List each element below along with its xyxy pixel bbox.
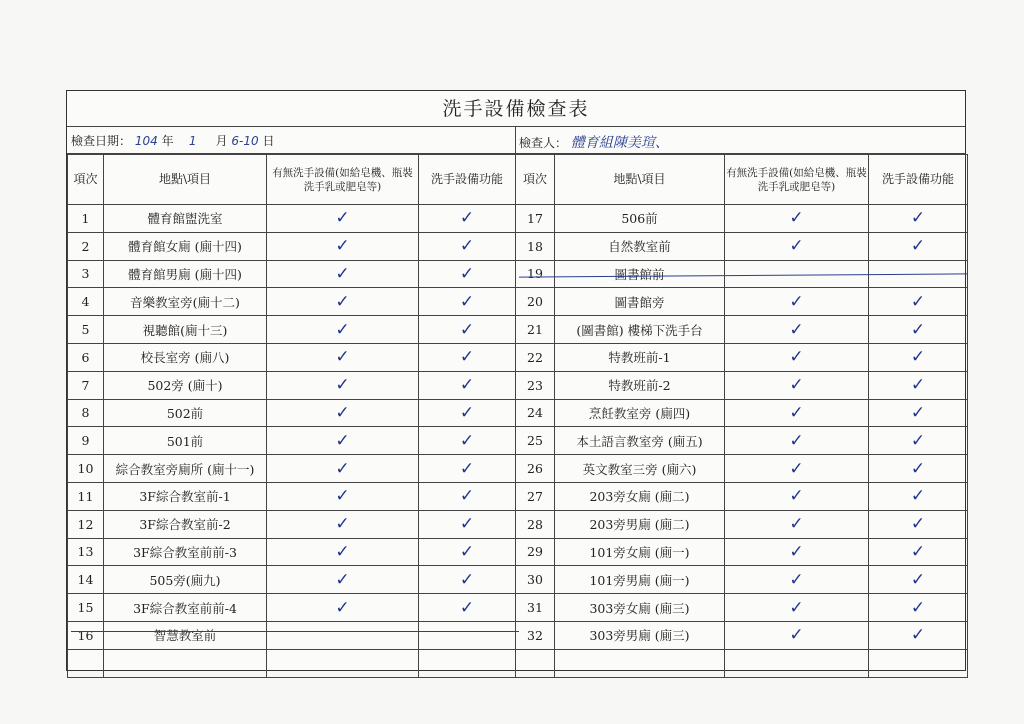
function-check: [419, 621, 516, 649]
equipment-check: ✓: [267, 371, 419, 399]
row-location: 體育館女廁 (廁十四): [104, 232, 267, 260]
function-check: ✓: [869, 371, 968, 399]
header-location: 地點\項目: [104, 155, 267, 205]
row-no: 8: [68, 399, 104, 427]
equipment-check: ✓: [725, 594, 869, 622]
row-location: [104, 649, 267, 677]
function-check: ✓: [869, 455, 968, 483]
equipment-check: ✓: [725, 538, 869, 566]
function-check: ✓: [419, 427, 516, 455]
function-check: ✓: [869, 288, 968, 316]
function-check: ✓: [419, 232, 516, 260]
table-row: [68, 343, 968, 371]
row-no: 7: [68, 371, 104, 399]
row-no: 1: [68, 205, 104, 233]
equipment-check: ✓: [725, 566, 869, 594]
function-check: ✓: [869, 399, 968, 427]
row-location: 101旁女廁 (廁一): [555, 538, 725, 566]
equipment-check: ✓: [725, 343, 869, 371]
date-label: 檢查日期：: [71, 134, 132, 148]
row-no: 24: [516, 399, 555, 427]
equipment-check: ✓: [725, 482, 869, 510]
inspection-form: [66, 90, 966, 671]
row-location: 綜合教室旁廁所 (廁十一): [104, 455, 267, 483]
row-no: 19: [516, 260, 555, 288]
row-no: 12: [68, 510, 104, 538]
row-location: [555, 649, 725, 677]
row-location: 303旁女廁 (廁三): [555, 594, 725, 622]
equipment-check: ✓: [725, 427, 869, 455]
row-location: 圖書館前: [555, 260, 725, 288]
row-no: 25: [516, 427, 555, 455]
function-check: ✓: [419, 594, 516, 622]
function-check: ✓: [869, 594, 968, 622]
row-location: 視聽館(廁十三): [104, 316, 267, 344]
equipment-check: ✓: [267, 594, 419, 622]
row-no: 14: [68, 566, 104, 594]
row-location: 203旁男廁 (廁二): [555, 510, 725, 538]
row-no: 15: [68, 594, 104, 622]
function-check: ✓: [419, 205, 516, 233]
row-no: 3: [68, 260, 104, 288]
row-no: 28: [516, 510, 555, 538]
function-check: ✓: [419, 260, 516, 288]
function-check: ✓: [869, 205, 968, 233]
header-equipment: 有無洗手設備(如給皂機、瓶裝洗手乳或肥皂等): [725, 155, 869, 205]
equipment-check: ✓: [267, 455, 419, 483]
equipment-check: ✓: [725, 232, 869, 260]
date-month: 1: [188, 134, 197, 148]
row-location: 3F綜合教室前-1: [104, 482, 267, 510]
row-no: 32: [516, 621, 555, 649]
row-no: 2: [68, 232, 104, 260]
row-location: 3F綜合教室前前-4: [104, 594, 267, 622]
inspection-grid: [67, 154, 965, 678]
table-row: [68, 482, 968, 510]
day-label: 日: [262, 134, 275, 148]
row-location: 圖書館旁: [555, 288, 725, 316]
row-no: 31: [516, 594, 555, 622]
row-no: 16: [68, 621, 104, 649]
equipment-check: ✓: [267, 427, 419, 455]
row-location: 本土語言教室旁 (廁五): [555, 427, 725, 455]
function-check: ✓: [419, 455, 516, 483]
row-location: 203旁女廁 (廁二): [555, 482, 725, 510]
row-no: 18: [516, 232, 555, 260]
date-year: 104: [134, 134, 158, 148]
equipment-check: ✓: [267, 510, 419, 538]
year-label: 年: [161, 134, 174, 148]
equipment-check: [267, 621, 419, 649]
table-row: [68, 427, 968, 455]
equipment-check: ✓: [267, 482, 419, 510]
row-location: 智慧教室前: [104, 621, 267, 649]
header-function: 洗手設備功能: [419, 155, 516, 205]
equipment-check: ✓: [725, 510, 869, 538]
row-no: 26: [516, 455, 555, 483]
row-no: 9: [68, 427, 104, 455]
function-check: ✓: [869, 538, 968, 566]
function-check: ✓: [419, 510, 516, 538]
function-check: ✓: [869, 566, 968, 594]
row-no: 4: [68, 288, 104, 316]
row-location: 體育館男廁 (廁十四): [104, 260, 267, 288]
equipment-check: ✓: [725, 371, 869, 399]
equipment-check: ✓: [725, 205, 869, 233]
equipment-check: [725, 649, 869, 677]
row-no: 22: [516, 343, 555, 371]
date-field: [71, 132, 275, 149]
row-no: 20: [516, 288, 555, 316]
row-location: 303旁男廁 (廁三): [555, 621, 725, 649]
inspector-label: 檢查人：: [519, 136, 568, 150]
row-location: 校長室旁 (廁八): [104, 343, 267, 371]
row-no: [516, 649, 555, 677]
function-check: ✓: [869, 232, 968, 260]
equipment-check: ✓: [725, 399, 869, 427]
row-location: 音樂教室旁(廁十二): [104, 288, 267, 316]
row-location: 502旁 (廁十): [104, 371, 267, 399]
inspector-field: [519, 132, 669, 152]
equipment-check: ✓: [267, 399, 419, 427]
row-location: 烹飪教室旁 (廁四): [555, 399, 725, 427]
table-row: [68, 594, 968, 622]
function-check: ✓: [869, 621, 968, 649]
equipment-check: [267, 649, 419, 677]
row-location: (圖書館) 樓梯下洗手台: [555, 316, 725, 344]
function-check: ✓: [419, 566, 516, 594]
function-check: ✓: [419, 343, 516, 371]
table-row: [68, 538, 968, 566]
equipment-check: ✓: [267, 288, 419, 316]
equipment-check: ✓: [267, 260, 419, 288]
function-check: ✓: [419, 288, 516, 316]
equipment-check: ✓: [267, 316, 419, 344]
function-check: ✓: [869, 510, 968, 538]
function-check: [419, 649, 516, 677]
equipment-check: ✓: [267, 343, 419, 371]
table-row: [68, 566, 968, 594]
inspector-signature: 體育組陳美瑄、: [570, 135, 669, 151]
row-location: 506前: [555, 205, 725, 233]
table-row: [68, 649, 968, 677]
info-row: [67, 127, 965, 154]
function-check: ✓: [419, 399, 516, 427]
function-check: ✓: [869, 316, 968, 344]
row-location: 501前: [104, 427, 267, 455]
row-location: 505旁(廁九): [104, 566, 267, 594]
header-no: 項次: [516, 155, 555, 205]
strike-row-16: [71, 631, 519, 632]
function-check: ✓: [869, 343, 968, 371]
row-no: 5: [68, 316, 104, 344]
row-no: 13: [68, 538, 104, 566]
equipment-check: ✓: [725, 621, 869, 649]
info-divider: [515, 127, 516, 154]
function-check: ✓: [419, 371, 516, 399]
header-no: 項次: [68, 155, 104, 205]
function-check: ✓: [419, 316, 516, 344]
row-no: 11: [68, 482, 104, 510]
date-days: 6-10: [231, 134, 259, 148]
row-no: 27: [516, 482, 555, 510]
row-location: 自然教室前: [555, 232, 725, 260]
header-equipment: 有無洗手設備(如給皂機、瓶裝洗手乳或肥皂等): [267, 155, 419, 205]
header-location: 地點\項目: [555, 155, 725, 205]
row-no: 17: [516, 205, 555, 233]
inspection-table: [67, 154, 968, 678]
function-check: [869, 649, 968, 677]
form-title: 洗手設備檢查表: [67, 91, 965, 127]
row-location: 特教班前-1: [555, 343, 725, 371]
row-no: 29: [516, 538, 555, 566]
row-location: 體育館盥洗室: [104, 205, 267, 233]
row-no: 6: [68, 343, 104, 371]
month-label: 月: [215, 134, 228, 148]
equipment-check: ✓: [267, 205, 419, 233]
row-no: 23: [516, 371, 555, 399]
table-row: [68, 232, 968, 260]
row-location: 特教班前-2: [555, 371, 725, 399]
row-location: 3F綜合教室前前-3: [104, 538, 267, 566]
equipment-check: ✓: [725, 455, 869, 483]
table-row: [68, 621, 968, 649]
table-row: [68, 455, 968, 483]
equipment-check: ✓: [725, 316, 869, 344]
row-location: 英文教室三旁 (廁六): [555, 455, 725, 483]
equipment-check: ✓: [267, 232, 419, 260]
row-location: 101旁男廁 (廁一): [555, 566, 725, 594]
row-no: 21: [516, 316, 555, 344]
table-row: [68, 288, 968, 316]
function-check: ✓: [869, 427, 968, 455]
function-check: ✓: [419, 538, 516, 566]
table-row: [68, 399, 968, 427]
table-row: [68, 316, 968, 344]
equipment-check: ✓: [725, 288, 869, 316]
table-row: [68, 205, 968, 233]
table-row: [68, 371, 968, 399]
row-location: 3F綜合教室前-2: [104, 510, 267, 538]
table-row: [68, 510, 968, 538]
row-no: 10: [68, 455, 104, 483]
header-function: 洗手設備功能: [869, 155, 968, 205]
equipment-check: ✓: [267, 538, 419, 566]
function-check: ✓: [869, 482, 968, 510]
row-no: [68, 649, 104, 677]
row-location: 502前: [104, 399, 267, 427]
function-check: ✓: [419, 482, 516, 510]
row-no: 30: [516, 566, 555, 594]
header-row: [68, 155, 968, 205]
equipment-check: ✓: [267, 566, 419, 594]
